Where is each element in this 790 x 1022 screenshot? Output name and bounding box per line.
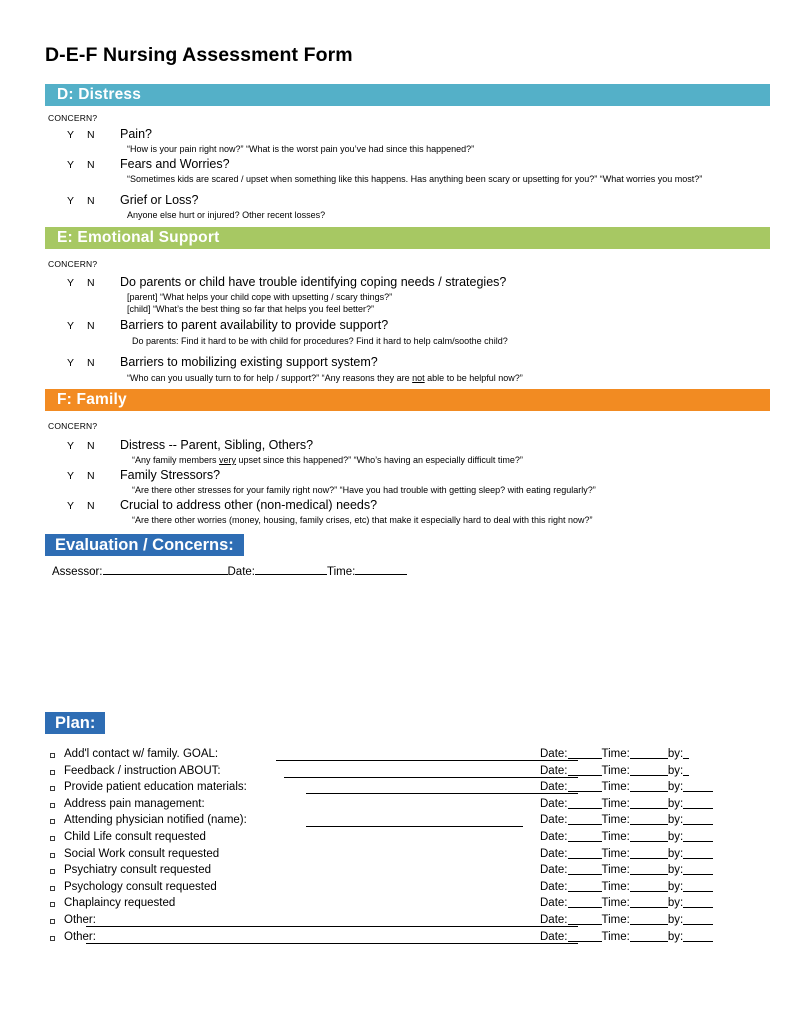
plan-time-input[interactable] xyxy=(630,858,668,859)
plan-row xyxy=(50,749,780,765)
yes-no-toggle[interactable] xyxy=(67,470,95,482)
plan-date-time-by xyxy=(540,848,713,860)
question-prompt: “Are there other stresses for your family right now?” “Have you had trouble with getting sleep? with eating regularly?” xyxy=(132,485,596,495)
no-option[interactable]: N xyxy=(87,440,95,452)
plan-item-label: Feedback / instruction ABOUT: xyxy=(64,764,221,777)
question-prompt-child: [child] “What’s the best thing so far that helps you feel better?” xyxy=(127,304,374,314)
plan-checkbox[interactable] xyxy=(50,753,55,758)
question-prompt: “Are there other worries (money, housing, family crises, etc) that make it especially hard to deal with this right now?” xyxy=(132,515,593,525)
plan-time-input[interactable] xyxy=(630,841,668,842)
section-header-emotional-support xyxy=(45,227,770,249)
plan-checkbox[interactable] xyxy=(50,919,55,924)
no-option[interactable]: N xyxy=(87,277,95,289)
evaluation-concerns-header xyxy=(45,534,244,556)
prompt-pre: “Any family members xyxy=(132,455,220,465)
question-text: Barriers to parent availability to provide support? xyxy=(120,318,389,332)
plan-time-input[interactable] xyxy=(630,824,668,825)
yes-option[interactable]: Y xyxy=(67,320,75,332)
plan-row xyxy=(50,932,780,948)
prompt-post: upset since this happened?” “Who’s having an especially difficult time?” xyxy=(236,455,523,465)
plan-by-label: by: xyxy=(667,748,684,760)
plan-date-time-by xyxy=(540,814,713,826)
plan-by-label: by: xyxy=(667,914,684,926)
plan-time-input[interactable] xyxy=(630,808,668,809)
plan-item-label: Social Work consult requested xyxy=(64,847,220,860)
plan-time-label: Time: xyxy=(601,914,630,926)
plan-date-input[interactable] xyxy=(568,758,602,759)
question-prompt: “Sometimes kids are scared / upset when something like this happens. Has anything been scary or upsetting for you?” “What worries you most?” xyxy=(127,174,703,184)
question-text: Fears and Worries? xyxy=(120,157,230,171)
yes-option[interactable]: Y xyxy=(67,357,75,369)
page-title: D-E-F Nursing Assessment Form xyxy=(45,44,353,66)
yes-no-toggle[interactable] xyxy=(67,277,95,289)
plan-time-label: Time: xyxy=(601,748,630,760)
plan-checkbox[interactable] xyxy=(50,853,55,858)
prompt-emphasis: not xyxy=(412,373,425,383)
plan-by-label: by: xyxy=(667,897,684,910)
question-prompt: Do parents: Find it hard to be with child for procedures? Find it hard to help calm/soothe child? xyxy=(132,336,508,346)
question-text: Family Stressors? xyxy=(120,468,221,482)
plan-by-input[interactable] xyxy=(683,841,713,842)
plan-item-label: Child Life consult requested xyxy=(64,831,206,843)
plan-time-input[interactable] xyxy=(630,941,668,942)
plan-row xyxy=(50,815,780,831)
plan-item-label: Psychiatry consult requested xyxy=(64,864,212,877)
plan-by-label: by: xyxy=(667,814,684,827)
plan-row xyxy=(50,915,780,931)
plan-by-input[interactable] xyxy=(683,758,689,759)
plan-date-time-by xyxy=(540,798,713,810)
plan-checkbox[interactable] xyxy=(50,836,55,841)
plan-date-input[interactable] xyxy=(568,824,602,825)
yes-no-toggle[interactable] xyxy=(67,159,95,171)
plan-time-label: Time: xyxy=(601,831,630,843)
evaluation-concerns-label: Evaluation / Concerns: xyxy=(55,535,234,554)
plan-date-time-by xyxy=(540,781,713,793)
plan-by-label: by: xyxy=(667,831,684,843)
time-input[interactable] xyxy=(355,574,407,575)
plan-date-label: Date: xyxy=(540,847,568,860)
plan-by-input[interactable] xyxy=(683,874,713,875)
plan-item-label: Provide patient education materials: xyxy=(64,781,247,794)
plan-time-input[interactable] xyxy=(630,924,668,925)
plan-label: Plan: xyxy=(55,713,96,732)
plan-header xyxy=(45,712,105,734)
yes-option[interactable]: Y xyxy=(67,195,75,207)
plan-by-label: by: xyxy=(667,930,684,943)
plan-item-input[interactable] xyxy=(306,826,523,827)
question-text: Barriers to mobilizing existing support system? xyxy=(120,355,378,369)
question-prompt xyxy=(127,372,790,385)
plan-item-input[interactable] xyxy=(276,760,578,761)
concern-label-distress: CONCERN? xyxy=(48,113,98,123)
plan-item-label: Add'l contact w/ family. GOAL: xyxy=(64,748,219,760)
no-option[interactable]: N xyxy=(87,357,95,369)
plan-date-input[interactable] xyxy=(568,891,602,892)
plan-date-input[interactable] xyxy=(568,791,602,792)
no-option[interactable]: N xyxy=(87,500,95,512)
plan-time-label: Time: xyxy=(601,814,630,827)
no-option[interactable]: N xyxy=(87,159,95,171)
plan-item-label: Chaplaincy requested xyxy=(64,897,176,910)
yes-option[interactable]: Y xyxy=(67,129,75,141)
yes-option[interactable]: Y xyxy=(67,440,75,452)
no-option[interactable]: N xyxy=(87,195,95,207)
plan-by-label: by: xyxy=(667,847,684,860)
plan-checkbox[interactable] xyxy=(50,886,55,891)
plan-time-input[interactable] xyxy=(630,775,668,776)
question-prompt: “How is your pain right now?” “What is the worst pain you’ve had since this happened?” xyxy=(127,144,475,154)
section-header-family-label: F: Family xyxy=(57,391,127,408)
plan-date-label: Date: xyxy=(540,880,568,893)
plan-checkbox[interactable] xyxy=(50,786,55,791)
plan-item-label: Attending physician notified (name): xyxy=(64,814,247,827)
plan-by-label: by: xyxy=(667,764,684,777)
plan-checkbox[interactable] xyxy=(50,819,55,824)
plan-item-label: Address pain management: xyxy=(64,797,205,810)
plan-date-input[interactable] xyxy=(568,808,602,809)
section-header-emotional-support-label: E: Emotional Support xyxy=(57,229,220,246)
plan-time-label: Time: xyxy=(601,781,630,794)
no-option[interactable]: N xyxy=(87,320,95,332)
plan-date-input[interactable] xyxy=(568,841,602,842)
time-label: Time: xyxy=(327,566,356,578)
plan-date-input[interactable] xyxy=(568,907,602,908)
plan-by-label: by: xyxy=(667,880,684,893)
plan-checkbox[interactable] xyxy=(50,770,55,775)
plan-row xyxy=(50,865,780,881)
question-text: Distress -- Parent, Sibling, Others? xyxy=(120,438,314,452)
question-prompt-parent: [parent] “What helps your child cope with upsetting / scary things?” xyxy=(127,292,393,302)
plan-checkbox[interactable] xyxy=(50,936,55,941)
no-option[interactable]: N xyxy=(87,470,95,482)
no-option[interactable]: N xyxy=(87,129,95,141)
plan-date-input[interactable] xyxy=(568,874,602,875)
plan-time-label: Time: xyxy=(601,797,630,810)
plan-date-time-by xyxy=(540,831,713,843)
plan-time-label: Time: xyxy=(601,880,630,893)
question-text: Do parents or child have trouble identifying coping needs / strategies? xyxy=(120,275,507,289)
plan-time-input[interactable] xyxy=(630,874,668,875)
plan-item-input[interactable] xyxy=(86,926,578,927)
plan-date-label: Date: xyxy=(540,781,568,794)
plan-date-label: Date: xyxy=(540,864,568,877)
plan-date-time-by xyxy=(540,765,689,777)
yes-no-toggle[interactable] xyxy=(67,320,95,332)
section-header-family xyxy=(45,389,770,411)
assessor-input[interactable] xyxy=(103,574,228,575)
plan-time-label: Time: xyxy=(601,930,630,943)
plan-date-time-by xyxy=(540,881,713,893)
question-text: Grief or Loss? xyxy=(120,193,199,207)
concern-label-emotional-support: CONCERN? xyxy=(48,259,98,269)
plan-date-time-by xyxy=(540,914,713,926)
plan-by-input[interactable] xyxy=(683,775,689,776)
date-label: Date: xyxy=(227,566,255,578)
section-header-distress xyxy=(45,84,770,106)
plan-date-time-by xyxy=(540,897,713,909)
plan-date-label: Date: xyxy=(540,797,568,810)
prompt-pre: “Who can you usually turn to for help / support?” “Any reasons they are xyxy=(127,373,413,383)
section-header-distress-label: D: Distress xyxy=(57,86,142,103)
question-prompt xyxy=(132,454,790,467)
plan-row xyxy=(50,782,780,798)
plan-time-input[interactable] xyxy=(630,891,668,892)
plan-item-label: Psychology consult requested xyxy=(64,880,217,893)
plan-date-input[interactable] xyxy=(568,858,602,859)
concern-label-family: CONCERN? xyxy=(48,421,98,431)
question-text: Pain? xyxy=(120,127,152,141)
plan-date-input[interactable] xyxy=(568,941,602,942)
yes-no-toggle[interactable] xyxy=(67,357,95,369)
plan-time-label: Time: xyxy=(601,864,630,877)
prompt-post: able to be helpful now?” xyxy=(424,373,523,383)
yes-option[interactable]: Y xyxy=(67,277,75,289)
plan-date-label: Date: xyxy=(540,914,568,926)
plan-by-input[interactable] xyxy=(683,808,713,809)
plan-by-label: by: xyxy=(667,864,684,877)
plan-date-input[interactable] xyxy=(568,924,602,925)
yes-no-toggle[interactable] xyxy=(67,129,95,141)
date-input[interactable] xyxy=(255,574,327,575)
plan-by-input[interactable] xyxy=(683,824,713,825)
yes-option[interactable]: Y xyxy=(67,470,75,482)
plan-date-label: Date: xyxy=(540,930,568,943)
plan-date-label: Date: xyxy=(540,831,568,843)
plan-time-input[interactable] xyxy=(630,907,668,908)
plan-item-input[interactable] xyxy=(306,793,578,794)
plan-item-label: Other: xyxy=(64,930,96,943)
plan-date-label: Date: xyxy=(540,764,568,777)
question-prompt: Anyone else hurt or injured? Other recent losses? xyxy=(127,210,326,220)
yes-option[interactable]: Y xyxy=(67,500,75,512)
plan-row xyxy=(50,799,780,815)
plan-checkbox[interactable] xyxy=(50,803,55,808)
plan-by-input[interactable] xyxy=(683,924,713,925)
plan-by-input[interactable] xyxy=(683,941,713,942)
yes-no-toggle[interactable] xyxy=(67,500,95,512)
plan-by-input[interactable] xyxy=(683,791,713,792)
plan-item-input[interactable] xyxy=(284,777,578,778)
plan-time-label: Time: xyxy=(601,847,630,860)
yes-no-toggle[interactable] xyxy=(67,195,95,207)
prompt-emphasis: very xyxy=(219,455,237,465)
plan-date-label: Date: xyxy=(540,814,568,827)
plan-item-input[interactable] xyxy=(86,943,578,944)
plan-time-input[interactable] xyxy=(630,758,668,759)
plan-date-time-by xyxy=(540,931,713,943)
plan-row xyxy=(50,898,780,914)
plan-row xyxy=(50,849,780,865)
plan-date-input[interactable] xyxy=(568,775,602,776)
plan-by-label: by: xyxy=(667,797,684,810)
question-text: Crucial to address other (non-medical) needs? xyxy=(120,498,378,512)
plan-row xyxy=(50,832,780,848)
plan-by-input[interactable] xyxy=(683,891,713,892)
plan-item-label: Other: xyxy=(64,914,96,926)
plan-time-label: Time: xyxy=(601,764,630,777)
plan-by-label: by: xyxy=(667,781,684,794)
plan-by-input[interactable] xyxy=(683,907,713,908)
plan-date-label: Date: xyxy=(540,897,568,910)
plan-row xyxy=(50,882,780,898)
yes-no-toggle[interactable] xyxy=(67,440,95,452)
plan-date-time-by xyxy=(540,748,689,760)
plan-checkbox[interactable] xyxy=(50,902,55,907)
plan-date-time-by xyxy=(540,864,713,876)
plan-time-input[interactable] xyxy=(630,791,668,792)
plan-row xyxy=(50,766,780,782)
yes-option[interactable]: Y xyxy=(67,159,75,171)
assessor-label: Assessor: xyxy=(52,566,103,578)
plan-checkbox[interactable] xyxy=(50,869,55,874)
plan-date-label: Date: xyxy=(540,748,568,760)
plan-time-label: Time: xyxy=(601,897,630,910)
assessor-line xyxy=(52,566,407,578)
plan-by-input[interactable] xyxy=(683,858,713,859)
